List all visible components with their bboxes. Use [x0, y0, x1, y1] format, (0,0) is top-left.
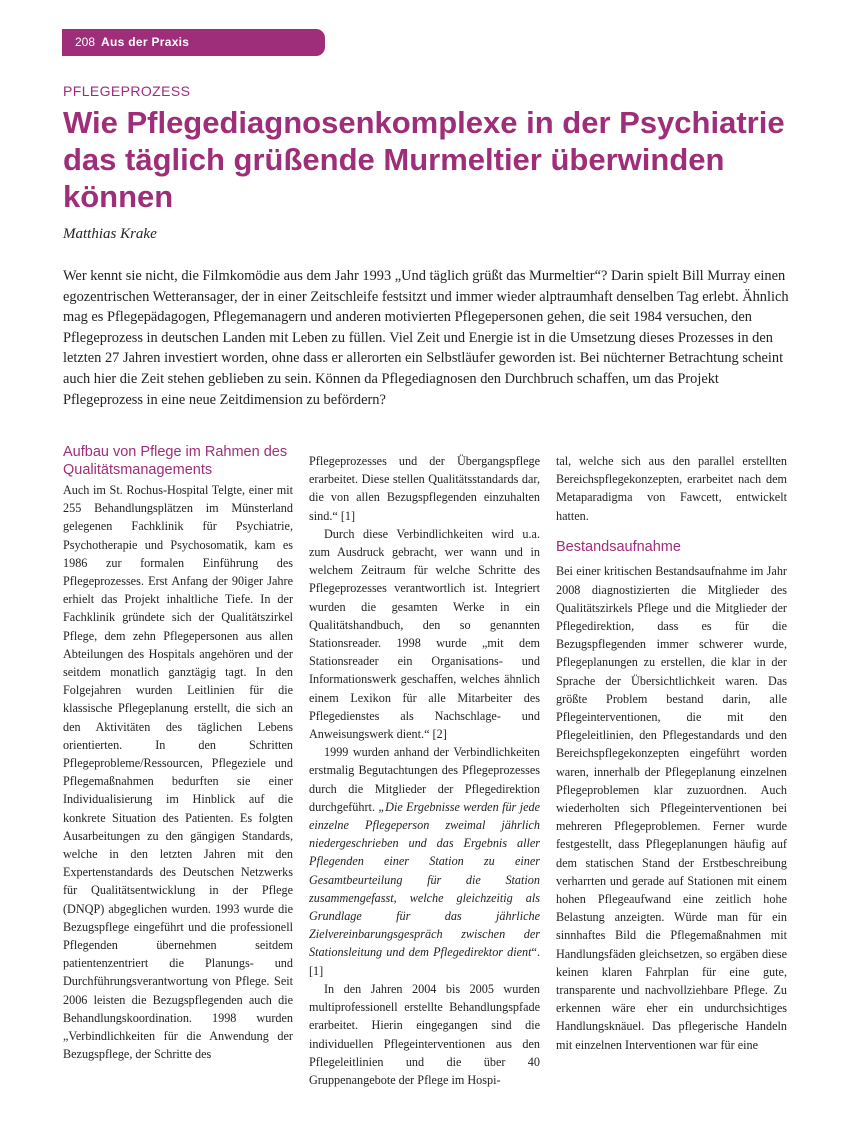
- body-paragraph: Bei einer kritischen Bestandsaufnahme im Jahr 2008 diagnostizierten die Mitglieder des Qualitätszirkels Pflege und die Mitglieder der Pflegedirektion, dass es für die Bezugspflegenden immer schwerer wurde, Pflegeplanungen zu erstellen, die klar in der Sprache der Übersichtlichkeit waren. Das größte Problem bestand darin, alle Pflegeinterventionen, die mit den Pflegeleitlinien, den Pflegestandards und den Bereichspflegekonzepten eingeführt worden waren, innerhalb der Pflegeplanung einzelnen Pflegeproblemen klar zuzuordnen. Auch wiederholten sich Pflegeinterventionen bei mehreren Pflegeproblemen. Ferner wurde festgestellt, dass Pflegeplanungen häufig auf dem statischen Stand der Erstbeschreibung verharrten und gerade auf Stationen mit einem hohen Pflegeaufwand eine zeitlich hohe Belastung anzeigten. Würde man für ein sinnhaftes Bild die Pflegemaßnahmen mit Handlungsfäden gleichsetzen, so ergäben diese keinen klaren Fahrplan für eine gute, transparente und nachvollziehbare Pflege. Zu erkennen wäre eher ein undurchsichtiges Handlungsknäuel. Das pflegerische Handeln mit einzelnen Interventionen war für eine: [556, 564, 787, 1052]
- lead-paragraph: Wer kennt sie nicht, die Filmkomödie aus dem Jahr 1993 „Und täglich grüßt das Murmeltier“? Darin spielt Bill Murray einen egozentrischen Wetteransager, der in einer Zeitschleife festsitzt und immer wieder alptraumhaft denselben Tag erlebt. Ähnlich mag es Pflegepädagogen, Pflegemanagern und anderen motivierten Pflegepersonen gehen, die seit 1984 versuchen, den Pflegeprozess in deutschen Landen mit Leben zu füllen. Viel Zeit und Energie ist in die Umsetzung dieses Prozesses in den letzten 27 Jahren investiert worden, ohne dass er allerorten ein Selbstläufer geworden ist. Bei nüchterner Betrachtung scheint auch hier die Zeit stehen geblieben zu sein. Können da Pflegediagnosen den Durchbruch schaffen, um das Projekt Pflegeprozess in eine neue Zeitdimension zu befördern?: [63, 268, 789, 408]
- column-3: [556, 452, 787, 1054]
- column-2: [309, 452, 540, 1089]
- topic-kicker: PFLEGEPROZESS: [63, 83, 191, 99]
- body-paragraph-with-quote: [309, 743, 540, 980]
- body-paragraph: Pflegeprozesses und der Übergangspflege erarbeitet. Diese stellen Qualitätsstandards dar, die von allen Bezugspflegenden einzuhalten sind.“ [1]: [309, 454, 540, 523]
- article-title: Wie Pflegediagnosenkomplexe in der Psychiatrie das täglich grüßende Murmeltier überwinden können: [63, 105, 785, 214]
- section-heading-bestandsaufnahme: Bestandsaufnahme: [556, 538, 681, 555]
- body-text: 1999 wurden anhand der Verbindlichkeiten erstmalig Begutachtungen des Pflegeprozesses durch die Mitglieder der Pflegedirektion durchgeführt.: [309, 745, 540, 814]
- body-paragraph: tal, welche sich aus den parallel erstellten Bereichspflegekonzepten, erarbeitet nach dem Metaparadigma von Fawcett, entwickelt hatten.: [556, 454, 787, 523]
- body-paragraph: Durch diese Verbindlichkeiten wird u.a. zum Ausdruck gebracht, wer wann und in welchem Zeitraum für welche Schritte des Pflegeprozesses verantwortlich ist. Integriert wurden die gesamten Werke in ein Qualitätshandbuch, den so genannten Stationsreader. 1998 wurde „mit dem Stationsreader ein Organisations- und Informationswerk geschaffen, welches ähnlich einem Lexikon für alle Mitarbeiter des Pflegedienstes als Nachschlage- und Anweisungswerk dient.“ [2]: [309, 526, 540, 742]
- body-paragraph: Auch im St. Rochus-Hospital Telgte, einer mit 255 Behandlungsplätzen im Münsterland gelegenen Fachklinik für Psychiatrie, Psychotherapie und Psychosomatik, kam es 1986 zur formalen Einführung des Pflegeprozesses. Erst Anfang der 90iger Jahre erhielt das Projekt inhaltliche Tiefe. In der Fachklinik gründete sich der Qualitätszirkel Pflege, dem zehn Pflegepersonen aus allen Abteilungen des Hospitals angehören und der seitdem monatlich ganztägig tagt. In den Folgejahren wurden Leitlinien für die klassische Pflegeplanung erstellt, die sich an den Aktivitäten des täglichen Lebens orientierten. In den Schritten Pflegeprobleme/Ressourcen, Pflegeziele und Pflegemaßnahmen bedurften sie einer Individualisierung im Hinblick auf die konkrete Situation des Patienten. Es folgten Ausarbeitungen zu den gängigen Standards, welche in den letzten Jahren mit den Expertenstandards des Deutschen Netzwerks für Qualitätsentwicklung in der Pflege (DNQP) abgeglichen wurden. 1993 wurde die Bezugspflege eingeführt und die professionell Pflegenden übernehmen seitdem patientenzentriert die Planungs- und Durchführungsverantwortung von Pflege. Seit 2006 leisten die Bezugspflegenden auch die Behandlungskoordination. 1998 wurden „Verbindlichkeiten für die Anwendung der Bezugspflege, der Schritte des: [63, 483, 293, 1062]
- section-label: Aus der Praxis: [101, 35, 190, 49]
- section-tab: [62, 29, 325, 56]
- section-heading-aufbau: Aufbau von Pflege im Rahmen des Qualitätsmanagements: [63, 444, 288, 478]
- author-name: Matthias Krake: [63, 226, 157, 242]
- page-number: 208: [75, 35, 96, 49]
- column-1: [63, 444, 293, 1064]
- italic-quote: „Die Ergebnisse werden für jede einzelne Pflegeperson zweimal jährlich niedergeschrieben und das Ergebnis aller Pflegenden einer Station zu einer Gesamtbeurteilung für die Station zusammengefasst, welche gleichzeitig als Grundlage für das jährliche Zielvereinbarungsgespräch zwischen der Stationsleitung und dem Pflegedirektor dient: [309, 799, 540, 960]
- citation: “. [1]: [309, 945, 540, 978]
- body-paragraph: In den Jahren 2004 bis 2005 wurden multiprofessionell erstellte Behandlungspfade erarbeitet. Hierin eingegangen sind die individuellen Pflegeinterventionen aus den Pflegeleitlinien und die über 40 Gruppenangebote der Pflege im Hospi-: [309, 981, 540, 1087]
